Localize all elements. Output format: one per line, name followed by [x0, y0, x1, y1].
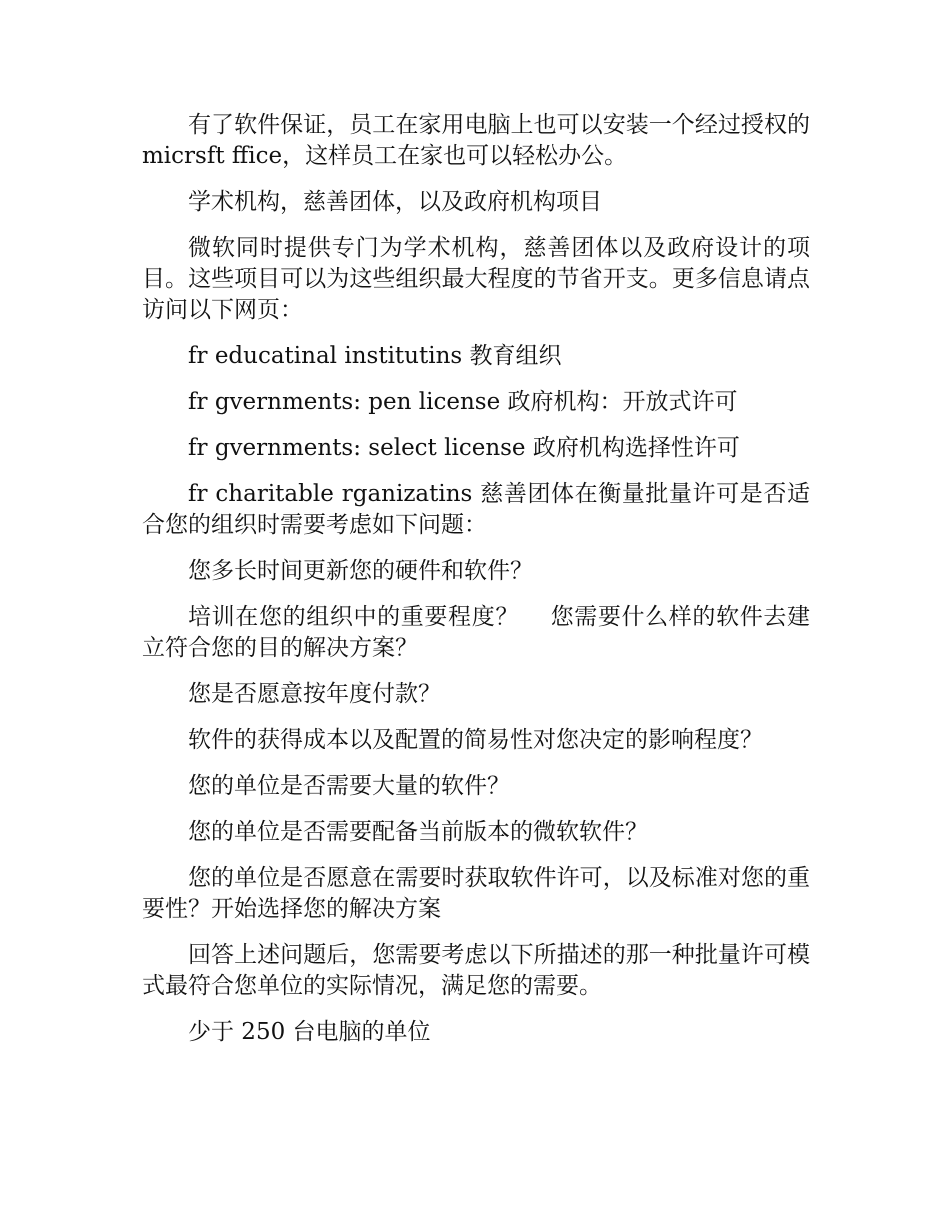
paragraph-question-training: 培训在您的组织中的重要程度？ 您需要什么样的软件去建立符合您的目的解决方案？: [142, 604, 810, 661]
document-body: [142, 110, 810, 1063]
paragraph-heading-under-250: 少于 250 台电脑的单位: [188, 1019, 431, 1045]
paragraph-question-annual-payment: 您是否愿意按年度付款？: [188, 681, 441, 707]
paragraph-question-on-demand: 您的单位是否愿意在需要时获取软件许可，以及标准对您的重要性？开始选择您的解决方案: [142, 865, 810, 922]
paragraph-conclusion: 回答上述问题后，您需要考虑以下所描述的那一种批量许可模式最符合您单位的实际情况，满足您的需要。: [142, 942, 810, 999]
paragraph-software-assurance: 有了软件保证，员工在家用电脑上也可以安装一个经过授权的 micrsft ffice，这样员工在家也可以轻松办公。: [142, 112, 810, 169]
paragraph-question-volume: 您的单位是否需要大量的软件？: [188, 773, 510, 799]
paragraph-educational-link: fr educatinal institutins 教育组织: [188, 343, 562, 369]
paragraph-heading-programs: 学术机构，慈善团体，以及政府机构项目: [188, 189, 602, 215]
paragraph-question-update: 您多长时间更新您的硬件和软件？: [188, 558, 533, 584]
paragraph-question-cost: 软件的获得成本以及配置的简易性对您决定的影响程度？: [188, 727, 763, 753]
paragraph-question-current-version: 您的单位是否需要配备当前版本的微软软件？: [188, 819, 648, 845]
paragraph-programs-description: 微软同时提供专门为学术机构，慈善团体以及政府设计的项目。这些项目可以为这些组织最大程度的节省开支。更多信息请点访问以下网页：: [142, 235, 810, 323]
paragraph-gov-select-license: fr gvernments: select license 政府机构选择性许可: [188, 435, 740, 461]
paragraph-gov-open-license: fr gvernments: pen license 政府机构：开放式许可: [188, 389, 738, 415]
paragraph-charitable-questions: fr charitable rganizatins 慈善团体在衡量批量许可是否适合您的组织时需要考虑如下问题：: [142, 481, 810, 538]
